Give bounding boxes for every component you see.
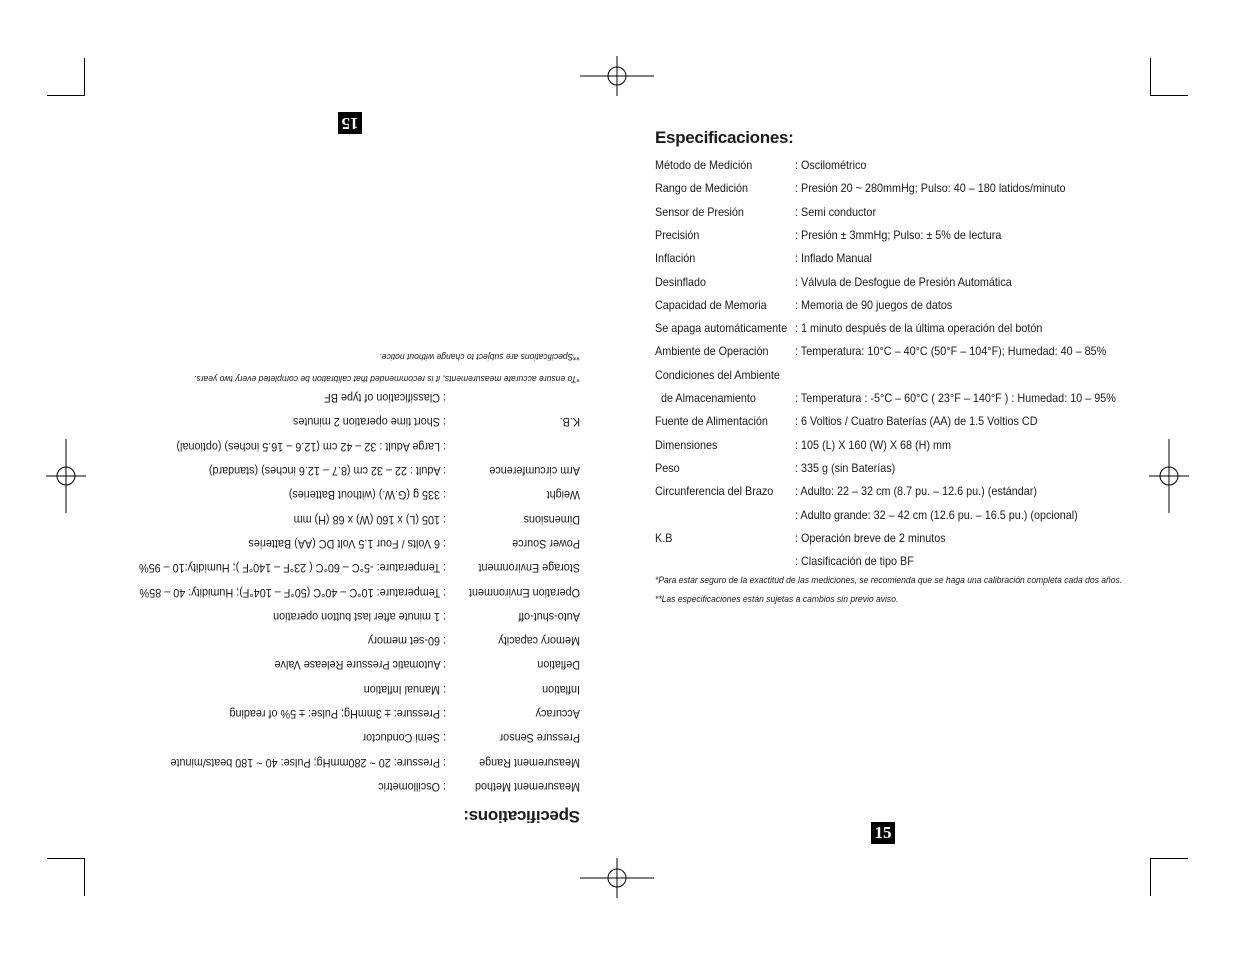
spec-value: : Adulto grande: 32 – 42 cm (12.6 pu. – 16.5 pu.) (opcional)	[795, 507, 1078, 522]
spec-value: : Presión ± 3mmHg; Pulso: ± 5% de lectura	[795, 227, 1002, 242]
spec-value: : Oscillometric	[378, 780, 446, 794]
spec-label: Inflation	[542, 682, 580, 697]
spec-label: K.B.	[559, 415, 580, 430]
spec-label: Fuente de Alimentación	[655, 414, 768, 429]
spec-value: : 105 (L) X 160 (W) X 68 (H) mm	[795, 437, 952, 452]
spec-value: : Semi conductor	[795, 204, 877, 219]
footnote: **Specifications are subject to change without notice.	[379, 351, 580, 362]
footnote: **Las especificaciones están sujetas a cambios sin previo aviso.	[655, 594, 899, 605]
spec-value: : Pressure: 20 ~ 280mmHg; Pulse: 40 ~ 180 beats/minute	[170, 755, 446, 770]
crop-mark	[84, 858, 85, 896]
spec-label: Desinflado	[655, 274, 707, 289]
spec-value: : Large Adult : 32 – 42 cm (12.6 – 16.5 inches) (optional)	[176, 439, 446, 454]
footnote: *To ensure accurate measurements, it is recommended that calibration be completed every two years.	[193, 373, 580, 384]
spec-value: : Adulto: 22 – 32 cm (8.7 pu. – 12.6 pu.) (estándar)	[795, 484, 1037, 499]
spec-value: : Operación breve de 2 minutos	[795, 530, 946, 545]
spec-label: Accuracy	[535, 707, 580, 722]
spec-value: : Pressure: ± 3mmHg; Pulse: ± 5% of reading	[229, 707, 446, 722]
spec-label: Peso	[655, 460, 680, 475]
spec-value: : Temperature: -5°C – 60°C ( 23°F – 140°F ); Humidity:10 – 95%	[138, 561, 446, 576]
spec-label: Pressure Sensor	[499, 731, 580, 746]
page-number-badge-flipped: 15	[338, 112, 362, 134]
spec-label: Dimensions	[523, 512, 580, 527]
spec-label: Precisión	[655, 227, 700, 242]
spec-value: : Inflado Manual	[795, 251, 872, 266]
spec-label: Dimensiones	[655, 437, 718, 452]
english-specifications	[130, 336, 580, 826]
spec-value: : 1 minuto después de la última operación del botón	[795, 321, 1043, 336]
registration-mark-icon	[1149, 439, 1189, 513]
spec-label: Measurement Method	[474, 780, 580, 794]
crop-mark	[47, 95, 85, 96]
spec-value: : 6 Volts / Four 1.5 Volt DC (AA) Batteries	[248, 537, 446, 551]
spec-value: : Válvula de Desfogue de Presión Automática	[795, 274, 1012, 289]
spec-label: Se apaga automáticamente	[655, 321, 788, 336]
crop-mark	[1150, 858, 1151, 896]
registration-mark-icon	[580, 56, 654, 96]
page-number-badge: 15	[871, 822, 895, 844]
crop-mark	[84, 58, 85, 96]
spec-value: : Semi Conductor	[362, 731, 446, 746]
spec-label: de Almacenamiento	[655, 391, 756, 405]
spec-value: : Automatic Pressure Release Valve	[274, 658, 446, 673]
spec-value: : Adult : 22 – 32 cm (8.7 – 12.6 inches) (standard)	[208, 464, 446, 479]
specifications-title: Specifications:	[463, 807, 580, 826]
spec-value: : Classification of type BF	[324, 391, 446, 406]
spec-value: : Short time operation 2 minutes	[292, 415, 446, 430]
spec-label: Operation Environment	[468, 585, 580, 600]
spec-label: Arm circumference	[489, 464, 580, 479]
spec-label: Weight	[546, 488, 580, 503]
spec-value: : 6 Voltios / Cuatro Baterías (AA) de 1.5 Voltios CD	[795, 414, 1038, 429]
footnote: *Para estar seguro de la exactitud de las mediciones, se recomienda que se haga una calibración completa cada dos años.	[655, 575, 1123, 586]
spec-value: : Presión 20 ~ 280mmHg; Pulso: 40 – 180 latidos/minuto	[795, 181, 1066, 196]
spec-value: : 335 g (G.W.) (without Batteries)	[288, 488, 446, 503]
spec-label: Storage Environment	[478, 561, 580, 576]
spec-label: Memory capacity	[498, 634, 580, 649]
crop-mark	[47, 858, 85, 859]
spec-label: Inflación	[655, 251, 696, 266]
spec-value: : 60-set memory	[367, 634, 446, 649]
spec-value: : Oscilométrico	[795, 158, 867, 172]
spec-value: : 335 g (sin Baterías)	[795, 460, 896, 475]
crop-mark	[1150, 95, 1188, 96]
spec-label: Sensor de Presión	[655, 204, 744, 219]
spec-label: Measurement Range	[479, 755, 580, 770]
spec-label: Método de Medición	[655, 158, 753, 172]
spec-label: Power Source	[512, 537, 580, 551]
crop-mark	[1150, 58, 1151, 96]
spec-value: : Temperatura: 10°C – 40°C (50°F – 104°F); Humedad: 40 – 85%	[795, 344, 1107, 359]
specifications-title: Especificaciones:	[655, 128, 794, 147]
spec-label: Deflation	[537, 658, 580, 673]
spec-label: Capacidad de Memoria	[655, 297, 767, 312]
registration-mark-icon	[46, 439, 86, 513]
spec-value: : Temperatura : -5°C – 60°C ( 23°F – 140°F ) : Humedad: 10 – 95%	[795, 391, 1116, 405]
spec-value: : Manual Inflation	[363, 682, 446, 697]
spec-label: Circunferencia del Brazo	[655, 484, 774, 499]
spec-label: Condiciones del Ambiente	[655, 367, 780, 382]
spec-label: Auto-shut-off	[518, 609, 580, 624]
spec-value: : Clasificación de tipo BF	[795, 554, 914, 569]
spec-value: : Temperature: 10°C – 40°C (50°F – 104°F); Humidity: 40 – 85%	[139, 585, 446, 600]
spec-value: : 105 (L) x 160 (W) x 68 (H) mm	[293, 512, 446, 527]
crop-mark	[1150, 858, 1188, 859]
spec-value: : 1 minute after last button operation	[273, 609, 446, 624]
spec-label: Rango de Medición	[655, 181, 749, 196]
spec-label: Ambiente de Operación	[655, 344, 769, 359]
registration-mark-icon	[580, 858, 654, 898]
spanish-specifications	[655, 128, 1135, 618]
spec-value: : Memoria de 90 juegos de datos	[795, 297, 953, 312]
spec-label: K.B	[655, 530, 673, 545]
